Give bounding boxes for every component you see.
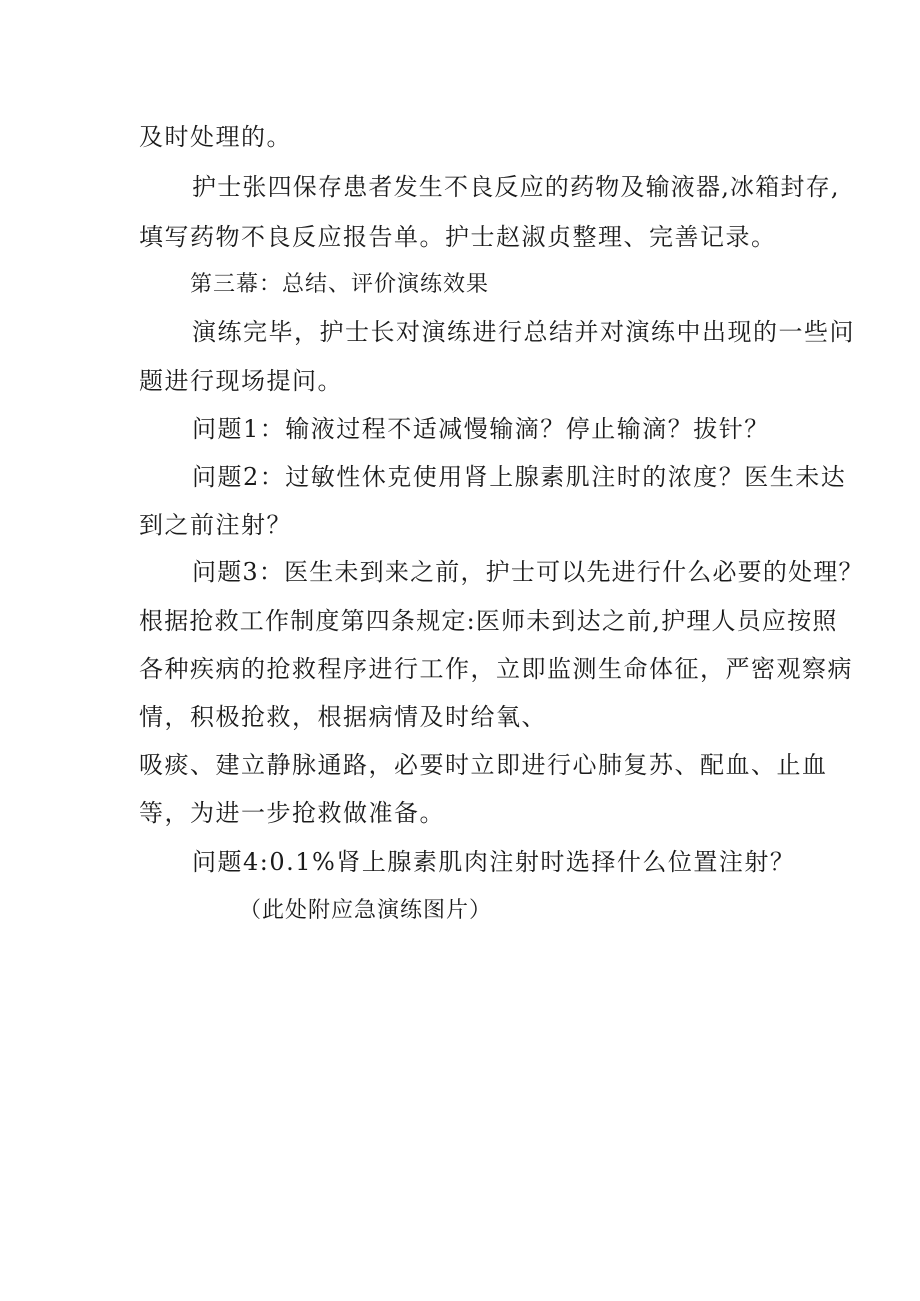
question-3-line-5: 吸痰、建立静脉通路，必要时立即进行心肺复苏、配血、止血 — [139, 751, 828, 779]
summary-line-1: 演练完毕，护士长对演练进行总结并对演练中出现的一些问 — [192, 318, 855, 346]
image-placeholder-note: （此处附应急演练图片） — [239, 898, 493, 923]
question-2-line-2: 到之前注射？ — [139, 511, 292, 539]
summary-line-2: 题进行现场提问。 — [139, 367, 343, 395]
question-4: 问题4:0.1%肾上腺素肌肉注射时选择什么位置注射？ — [192, 848, 796, 876]
question-3-line-1: 问题3：医生未到来之前，护士可以先进行什么必要的处理？ — [192, 558, 864, 586]
question-3-line-6: 等，为进一步抢救做准备。 — [139, 799, 445, 827]
question-3-line-4: 情，积极抢救，根据病情及时给氧、 — [139, 703, 547, 731]
nurse-paragraph-line-1: 护士张四保存患者发生不良反应的药物及输液器,冰箱封存, — [192, 173, 840, 201]
question-3-line-3: 各种疾病的抢救程序进行工作，立即监测生命体征，严密观察病 — [139, 655, 853, 683]
paragraph-end-line: 及时处理的。 — [139, 123, 292, 151]
question-2-line-1: 问题2：过敏性休克使用肾上腺素肌注时的浓度？医生未达 — [192, 463, 847, 491]
question-1: 问题1：输液过程不适减慢输滴？停止输滴？拔针？ — [192, 415, 770, 443]
nurse-paragraph-line-2: 填写药物不良反应报告单。护士赵淑贞整理、完善记录。 — [139, 223, 777, 251]
act3-heading: 第三幕：总结、评价演练效果 — [190, 272, 490, 297]
question-3-line-2: 根据抢救工作制度第四条规定:医师未到达之前,护理人员应按照 — [139, 607, 838, 635]
